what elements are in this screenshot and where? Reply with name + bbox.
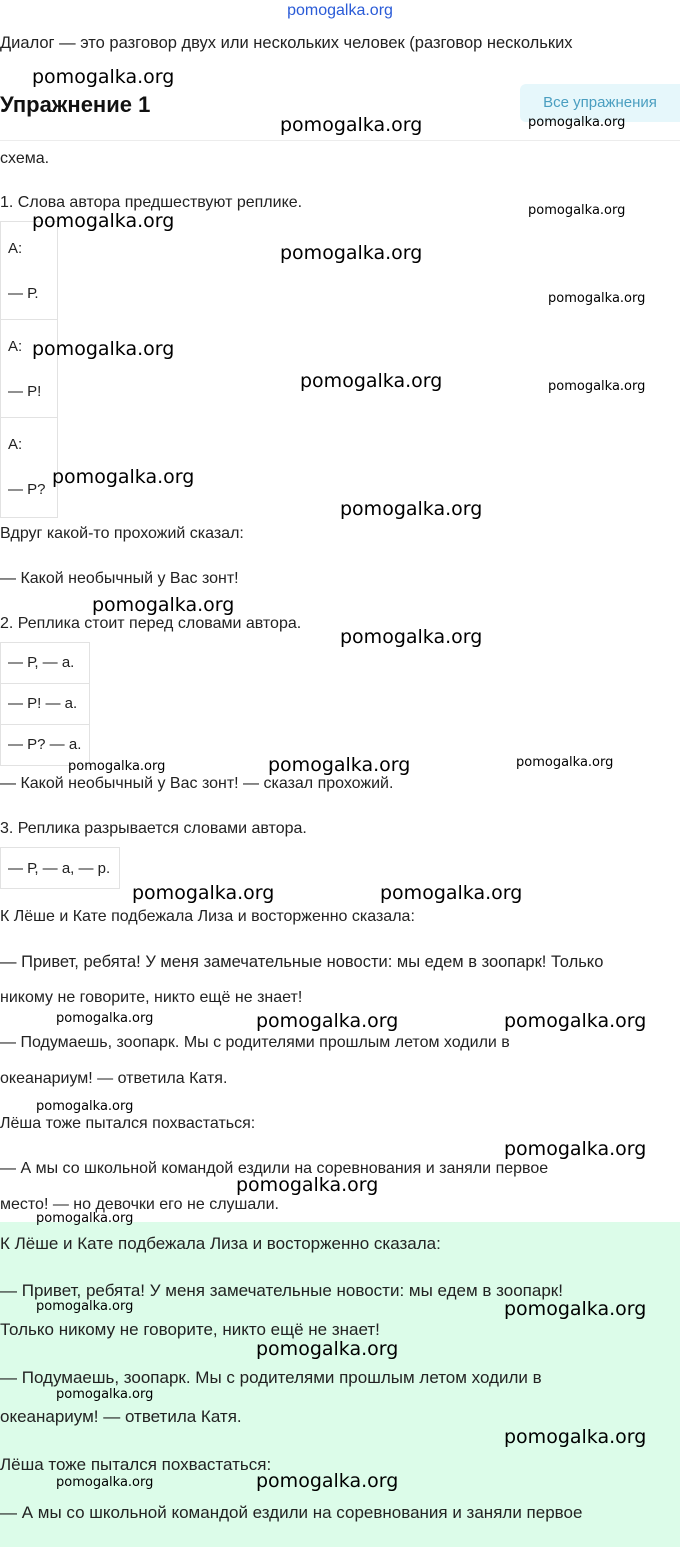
table-cell: А:	[8, 436, 23, 453]
watermark: pomogalka.org	[36, 1211, 134, 1226]
table-cell: — Р? — а.	[8, 736, 82, 753]
watermark: pomogalka.org	[36, 1099, 134, 1114]
paragraph-2a: — Привет, ребята! У меня замечательные новости: мы едем в зоопарк! Только	[0, 953, 604, 971]
watermark: pomogalka.org	[516, 755, 614, 770]
answer-paragraph-2b: Только никому не говорите, никто ещё не знает!	[0, 1320, 380, 1339]
paragraph-3a: — Подумаешь, зоопарк. Мы с родителями прошлым летом ходили в	[0, 1034, 510, 1051]
rule-2-text: 2. Реплика стоит перед словами автора.	[0, 615, 302, 632]
divider	[0, 140, 680, 141]
example-1a: Вдруг какой-то прохожий сказал:	[0, 525, 244, 542]
table-cell: А:	[8, 338, 23, 355]
table-cell: — Р.	[8, 285, 39, 302]
answer-paragraph-3a: — Подумаешь, зоопарк. Мы с родителями прошлым летом ходили в	[0, 1368, 542, 1387]
intro-text: Диалог — это разговор двух или нескольких человек (разговор нескольких	[0, 34, 573, 52]
all-exercises-button[interactable]: Все упражнения	[520, 84, 680, 122]
watermark: pomogalka.org	[380, 882, 523, 904]
paragraph-5a: — А мы со школьной командой ездили на соревнования и заняли первое	[0, 1160, 549, 1177]
watermark: pomogalka.org	[92, 594, 235, 616]
watermark: pomogalka.org	[268, 754, 411, 776]
rule-1-text: 1. Слова автора предшествуют реплике.	[0, 194, 303, 211]
watermark: pomogalka.org	[68, 759, 166, 774]
watermark: pomogalka.org	[256, 1470, 399, 1492]
table-cell: А:	[8, 240, 23, 257]
watermark: pomogalka.org	[32, 338, 175, 360]
watermark: pomogalka.org	[280, 242, 423, 264]
watermark: pomogalka.org	[32, 210, 175, 232]
table-cell: — Р! — а.	[8, 695, 78, 712]
watermark: pomogalka.org	[528, 203, 626, 218]
table-cell: — Р, — а, — р.	[8, 860, 111, 877]
example-1b: — Какой необычный у Вас зонт!	[0, 570, 239, 587]
scheme-table-1	[0, 221, 58, 518]
answer-paragraph-1: К Лёше и Кате подбежала Лиза и восторженно сказала:	[0, 1234, 441, 1253]
watermark: pomogalka.org	[52, 466, 195, 488]
watermark: pomogalka.org	[300, 370, 443, 392]
table-cell: — Р!	[8, 383, 42, 400]
table-cell: — Р?	[8, 481, 46, 498]
watermark: pomogalka.org	[340, 626, 483, 648]
paragraph-1: К Лёше и Кате подбежала Лиза и восторженно сказала:	[0, 908, 415, 925]
paragraph-5b: место! — но девочки его не слушали.	[0, 1196, 279, 1213]
watermark: pomogalka.org	[36, 1299, 134, 1314]
exercise-title: Упражнение 1	[0, 92, 151, 117]
scheme-text: схема.	[0, 150, 50, 167]
watermark: pomogalka.org	[56, 1011, 154, 1026]
paragraph-3b: океанариум! — ответила Катя.	[0, 1070, 228, 1087]
answer-paragraph-3b: океанариум! — ответила Катя.	[0, 1407, 242, 1426]
watermark: pomogalka.org	[504, 1298, 647, 1320]
watermark: pomogalka.org	[32, 66, 175, 88]
table-cell: — Р, — а.	[8, 654, 75, 671]
rule-3-text: 3. Реплика разрывается словами автора.	[0, 820, 307, 837]
watermark: pomogalka.org	[56, 1387, 154, 1402]
answer-paragraph-5a: — А мы со школьной командой ездили на соревнования и заняли первое	[0, 1503, 583, 1522]
watermark: pomogalka.org	[340, 498, 483, 520]
watermark: pomogalka.org	[528, 115, 626, 130]
watermark: pomogalka.org	[504, 1010, 647, 1032]
watermark: pomogalka.org	[504, 1138, 647, 1160]
watermark: pomogalka.org	[548, 291, 646, 306]
watermark: pomogalka.org	[236, 1174, 379, 1196]
watermark: pomogalka.org	[132, 882, 275, 904]
paragraph-4: Лёша тоже пытался похвастаться:	[0, 1115, 256, 1132]
watermark: pomogalka.org	[256, 1010, 399, 1032]
watermark: pomogalka.org	[56, 1475, 154, 1490]
site-link[interactable]: pomogalka.org	[287, 2, 393, 19]
watermark: pomogalka.org	[256, 1338, 399, 1360]
answer-paragraph-4: Лёша тоже пытался похвастаться:	[0, 1455, 272, 1474]
watermark: pomogalka.org	[548, 379, 646, 394]
paragraph-2b: никому не говорите, никто ещё не знает!	[0, 989, 303, 1006]
watermark: pomogalka.org	[280, 114, 423, 136]
example-2: — Какой необычный у Вас зонт! — сказал прохожий.	[0, 775, 394, 792]
answer-paragraph-2a: — Привет, ребята! У меня замечательные новости: мы едем в зоопарк!	[0, 1281, 563, 1300]
watermark: pomogalka.org	[504, 1426, 647, 1448]
